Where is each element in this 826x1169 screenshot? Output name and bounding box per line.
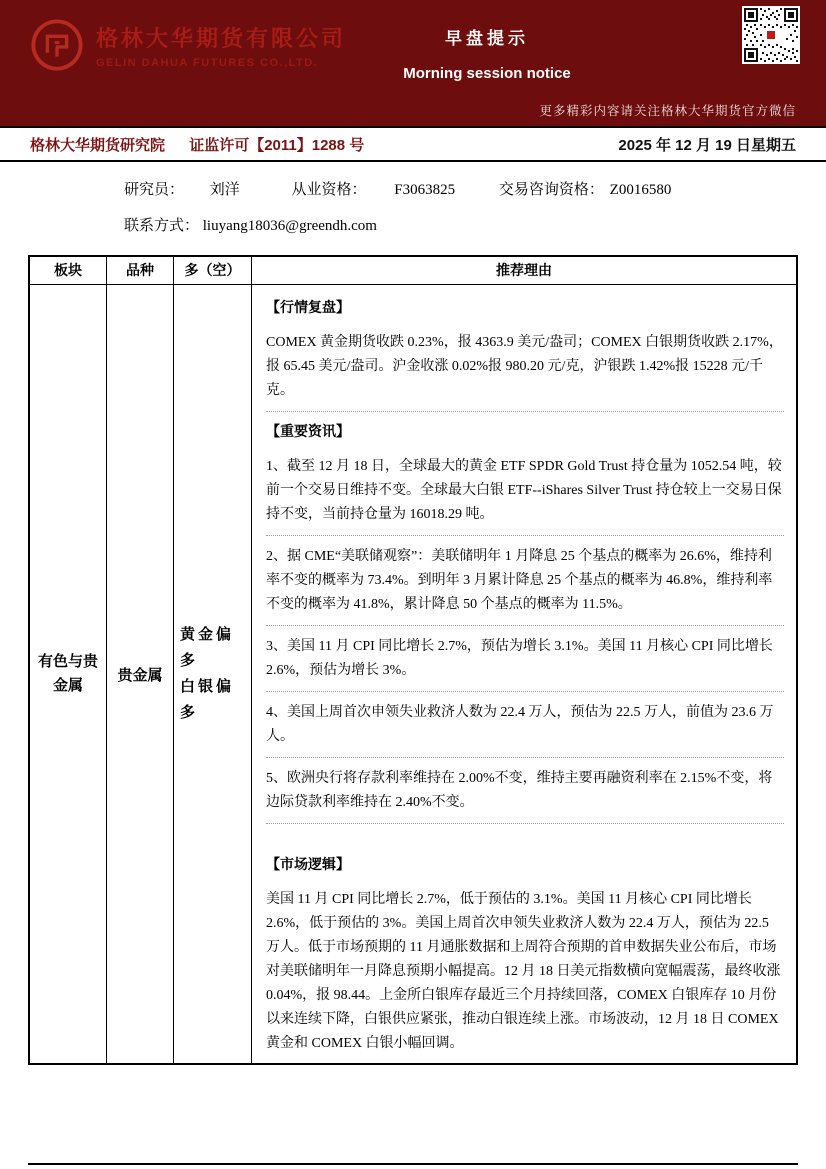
reason-para-news-2: 2、据 CME“美联储观察”：美联储明年 1 月降息 25 个基点的概率为 26.6%，维持利率不变的概率为 73.4%。到明年 3 月累计降息 25 个基点的概率为 46.8%，维持利率不变的概率为 41.8%，累计降息 50 个基点的概率为 11.5%。 xyxy=(266,545,784,626)
qualification-number: F3063825 xyxy=(394,182,456,198)
variety-value: 贵金属 xyxy=(117,667,163,684)
reason-heading-review: 【行情复盘】 xyxy=(266,301,350,316)
col-header-reason: 推荐理由 xyxy=(496,264,552,279)
company-name-en: GELIN DAHUA FUTURES CO.,LTD. xyxy=(96,56,319,69)
reason-para-news-3: 3、美国 11 月 CPI 同比增长 2.7%，预估为增长 3.1%。美国 11 月核心 CPI 同比增长 2.6%，预估为增长 3%。 xyxy=(266,635,784,692)
researcher-info xyxy=(0,162,826,235)
header-banner xyxy=(0,0,826,126)
advisory-label: 交易咨询资格： xyxy=(498,182,604,198)
reason-para-logic: 美国 11 月 CPI 同比增长 2.7%，低于预估的 3.1%。美国 11 月核心 CPI 同比增长 2.6%，低于预估的 3%。美国上周首次申领失业救济人数为 22.4 万人，预估为 22.5 万人。低于市场预期的 11 月通胀数据和上周符合预期的首申数据失业公布后，市场对美联储明年一月降息预期小幅提高。12 月 18 日美元指数横向宽幅震荡，最终收涨 0.04%，报 98.44。上金所白银库存最近三个月持续回落，COMEX 白银库存 10 月份以来连续下降，白银供应紧张，推动白银连续上涨。市场波动，12 月 18 日 COMEX 黄金和 COMEX 白银小幅回调。 xyxy=(266,892,781,1051)
qr-code xyxy=(742,6,800,64)
variety-cell xyxy=(107,285,174,1063)
report-date: 2025 年 12 月 19 日星期五 xyxy=(618,136,796,154)
license-number: 证监许可【2011】1288 号 xyxy=(189,136,365,154)
reason-heading-logic: 【市场逻辑】 xyxy=(266,858,350,873)
company-name-cn: 格林大华期货有限公司 xyxy=(96,25,347,51)
position-silver: 白银偏多 xyxy=(180,679,235,721)
table-row xyxy=(30,285,796,1063)
notice-title-block xyxy=(403,24,571,82)
notice-title-cn: 早盘提示 xyxy=(445,29,529,48)
col-header-sector: 板块 xyxy=(30,257,107,284)
sector-cell xyxy=(30,285,107,1063)
wechat-tip: 更多精彩内容请关注格林大华期货官方微信 xyxy=(539,104,796,118)
reason-para-news-4: 4、美国上周首次申领失业救济人数为 22.4 万人，预估为 22.5 万人，前值为 23.6 万人。 xyxy=(266,701,784,758)
researcher-line-2 xyxy=(124,214,826,235)
recommendation-table xyxy=(28,255,798,1065)
reason-para-review: COMEX 黄金期货收跌 0.23%，报 4363.9 美元/盎司；COMEX 白银期货收跌 2.17%，报 65.45 美元/盎司。沪金收涨 0.02%报 980.20 元/克，沪银跌 1.42%报 15228 元/千克。 xyxy=(266,331,784,412)
col-header-position: 多（空） xyxy=(174,257,252,284)
advisory-number: Z0016580 xyxy=(609,182,672,198)
reason-para-news-1: 1、截至 12 月 18 日，全球最大的黄金 ETF SPDR Gold Trust 持仓量为 1052.54 吨，较前一个交易日维持不变。全球最大白银 ETF--iShares Silver Trust 持仓较上一交易日保持不变，当前持仓量为 16018.29 吨。 xyxy=(266,455,784,536)
subheader-strip xyxy=(0,126,826,162)
company-name-block xyxy=(96,22,346,69)
institute-line xyxy=(30,134,364,155)
col-header-variety: 品种 xyxy=(107,257,174,284)
company-logo xyxy=(30,18,346,72)
reason-para-news-5: 5、欧洲央行将存款利率维持在 2.00%不变，维持主要再融资利率在 2.15%不变，将边际贷款利率维持在 2.40%不变。 xyxy=(266,767,784,824)
contact-label: 联系方式： xyxy=(124,218,200,234)
reason-cell xyxy=(252,285,796,1063)
reason-heading-news: 【重要资讯】 xyxy=(266,425,350,440)
institute-name: 格林大华期货研究院 xyxy=(30,136,166,154)
next-section-divider xyxy=(28,1163,798,1165)
company-seal-icon xyxy=(30,18,84,72)
researcher-line-1 xyxy=(124,178,826,199)
researcher-name: 刘洋 xyxy=(209,182,240,198)
position-gold: 黄金偏多 xyxy=(180,627,235,669)
researcher-label: 研究员： xyxy=(124,182,185,198)
sector-value: 有色与贵金属 xyxy=(37,654,98,694)
qualification-label: 从业资格： xyxy=(291,182,367,198)
position-cell xyxy=(174,285,252,1063)
table-header-row xyxy=(30,257,796,285)
contact-email: liuyang18036@greendh.com xyxy=(202,218,377,234)
notice-title-en: Morning session notice xyxy=(403,65,571,82)
